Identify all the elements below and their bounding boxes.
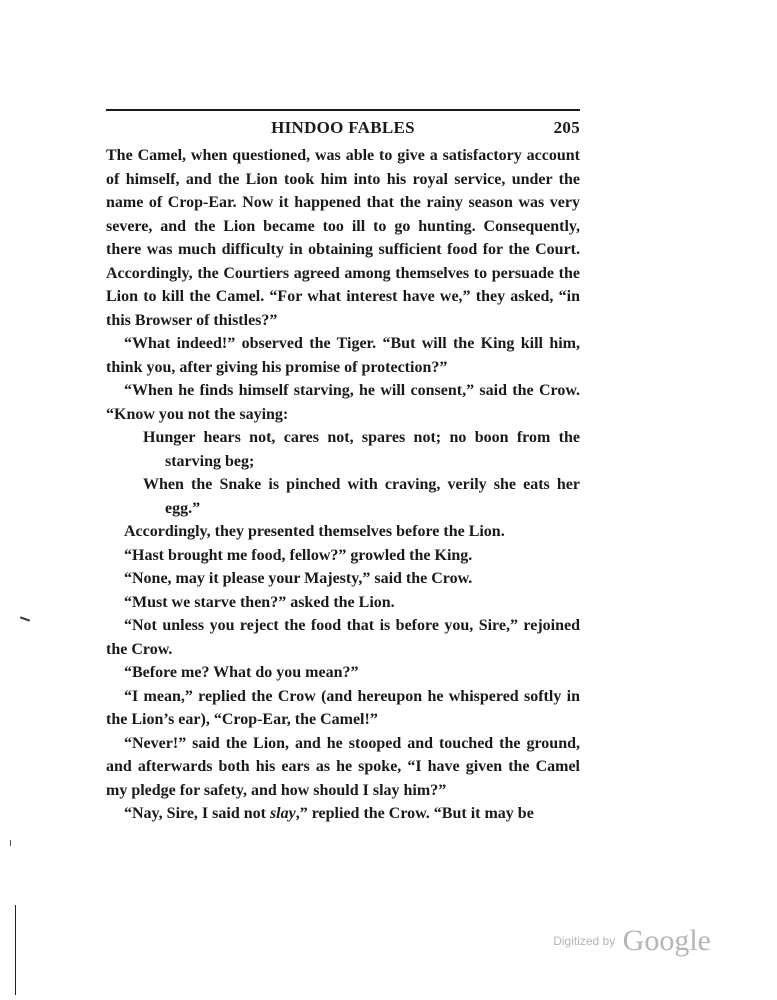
paragraph-tiger: “What indeed!” observed the Tiger. “But will the King kill him, think you, after giving his promise of protection?” bbox=[106, 335, 580, 376]
digitized-watermark bbox=[553, 924, 711, 958]
page-edge-line bbox=[15, 905, 16, 995]
verse-line-hunger: Hunger hears not, cares not, spares not; no boon from the starving beg; bbox=[143, 429, 580, 470]
running-head bbox=[106, 118, 580, 140]
verse-line-snake: When the Snake is pinched with craving, verily she eats her egg.” bbox=[143, 476, 580, 517]
header-rule bbox=[106, 109, 580, 111]
paragraph-never: “Never!” said the Lion, and he stooped and touched the ground, and afterwards both his ears as he spoke, “I have given the Camel my pledge for safety, and how should I slay him?” bbox=[106, 734, 580, 799]
page-body bbox=[106, 144, 580, 826]
nay-sire-italic: slay bbox=[269, 805, 296, 822]
paragraph-nay-sire bbox=[106, 802, 580, 826]
margin-pencil-mark bbox=[20, 616, 30, 621]
watermark-prefix: Digitized by bbox=[553, 934, 616, 948]
paragraph-camel-questioned: The Camel, when questioned, was able to give a satisfactory account of himself, and the Lion took him into his royal service, under the name of Crop-Ear. Now it happened that the rainy season was very severe, and the Lion became too ill to go hunting. Consequently, there was much difficulty in obtaining sufficient food for the Court. Accordingly, the Courtiers agreed among themselves to persuade the Lion to kill the Camel. “For what interest have we,” they asked, “in this Browser of thistles?” bbox=[106, 147, 580, 329]
paragraph-before-me: “Before me? What do you mean?” bbox=[124, 664, 359, 681]
running-title: HINDOO FABLES bbox=[271, 118, 415, 137]
paragraph-crow-saying: “When he finds himself starving, he will consent,” said the Crow. “Know you not the saying: bbox=[106, 382, 580, 423]
page-number: 205 bbox=[553, 118, 580, 137]
paragraph-i-mean: “I mean,” replied the Crow (and hereupon he whispered softly in the Lion’s ear), “Crop-Ear, the Camel!” bbox=[106, 687, 580, 728]
paragraph-presented: Accordingly, they presented themselves before the Lion. bbox=[124, 523, 505, 540]
paragraph-not-unless: “Not unless you reject the food that is before you, Sire,” rejoined the Crow. bbox=[106, 617, 580, 658]
nay-sire-before: “Nay, Sire, I said not bbox=[124, 805, 270, 822]
margin-tick-mark bbox=[10, 840, 11, 846]
paragraph-must-we-starve: “Must we starve then?” asked the Lion. bbox=[124, 593, 395, 611]
paragraph-none: “None, may it please your Majesty,” said the Crow. bbox=[124, 570, 473, 587]
nay-sire-after: ,” replied the Crow. “But it may be bbox=[295, 805, 534, 822]
google-logo: Google bbox=[622, 924, 711, 957]
paragraph-hast-brought: “Hast brought me food, fellow?” growled the King. bbox=[124, 546, 473, 564]
